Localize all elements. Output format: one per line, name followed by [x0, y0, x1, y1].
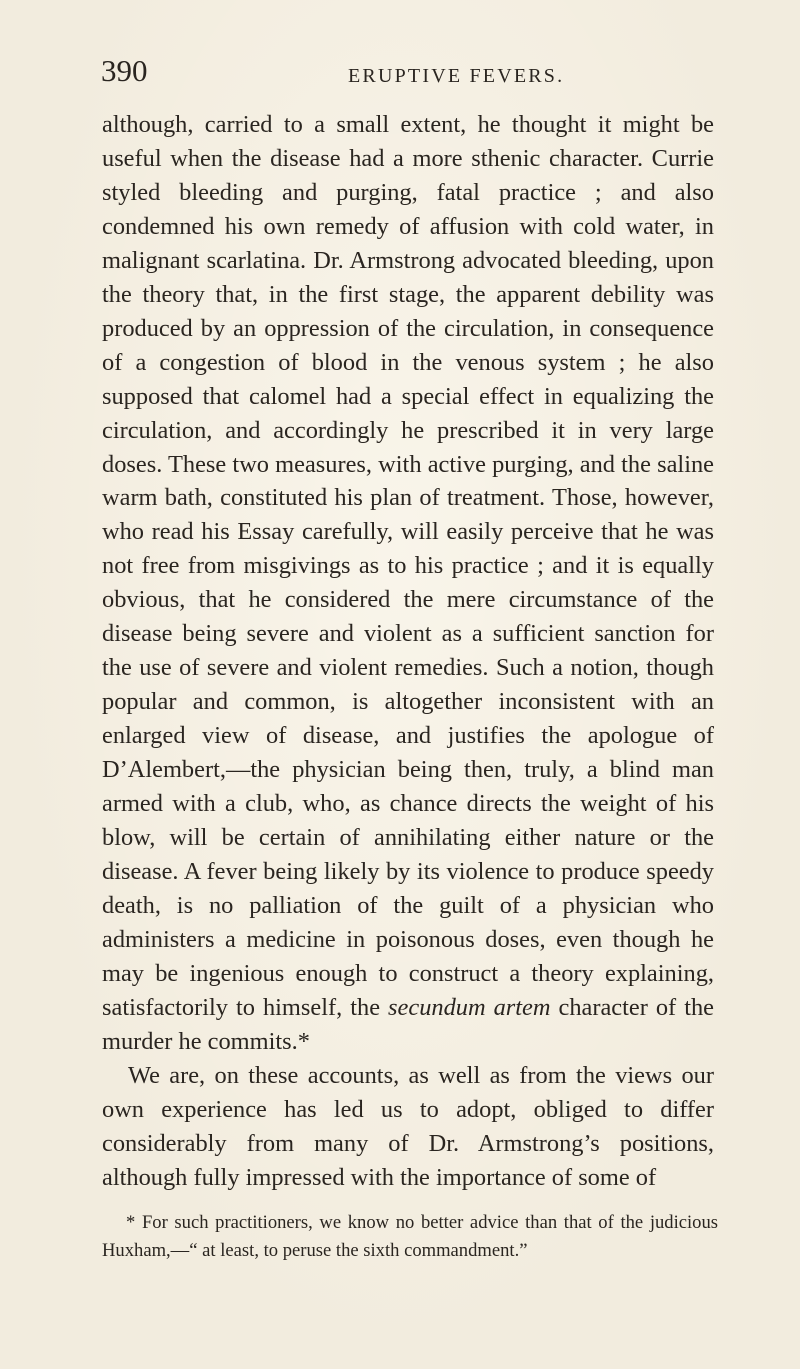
- paragraph-text: although, carried to a small extent, he thought it might be useful when the disease had a more sthenic character. Currie styled bleeding and purging, fatal practice ; and also condemned his own remedy of affusion with cold water, in malignant scarlatina. Dr. Armstrong advocated bleeding, upon the theory that, in the first stage, the apparent debility was produced by an oppression of the circulation, in consequence of a congestion of blood in the venous system ; he also supposed that calomel had a special effect in equalizing the circulation, and accordingly he prescribed it in very large doses. These two measures, with active purging, and the saline warm bath, constituted his plan of treatment. Those, however, who read his Essay carefully, will easily perceive that he was not free from misgivings as to his practice ; and it is equally obvious, that he considered the mere circumstance of the disease being severe and violent as a sufficient sanction for the use of severe and violent remedies. Such a notion, though popular and common, is altogether inconsistent with an enlarged view of disease, and justifies the apologue of D’Alembert,—the physician being then, truly, a blind man armed with a club, who, as chance directs the weight of his blow, will be certain of annihilating either nature or the disease. A fever being likely by its violence to produce speedy death, is no palliation of the guilt of a physician who administers a medicine in poisonous doses, even though he may be ingenious enough to construct a theory explaining, satisfactorily to himself, the: [102, 111, 714, 1021]
- footnote-text: * For such practitioners, we know no better advice than that of the judicious Huxham,—“ at least, to peruse the sixth commandment.”: [102, 1212, 718, 1261]
- paragraph-text-end: character of the murder he commits.*: [102, 993, 714, 1055]
- footnote: [102, 1209, 718, 1265]
- running-title: ERUPTIVE FEVERS.: [348, 65, 565, 87]
- paragraph: We are, on these accounts, as well as from the views our own experience has led us to adopt, obliged to differ considerably from many of Dr. Armstrong’s positions, although fully impressed with the importance of some of: [102, 1061, 714, 1191]
- latin-phrase: secundum artem: [388, 993, 551, 1021]
- body-text: [102, 108, 714, 1195]
- page-number: 390: [101, 53, 148, 88]
- paragraph-continued: [102, 108, 714, 1059]
